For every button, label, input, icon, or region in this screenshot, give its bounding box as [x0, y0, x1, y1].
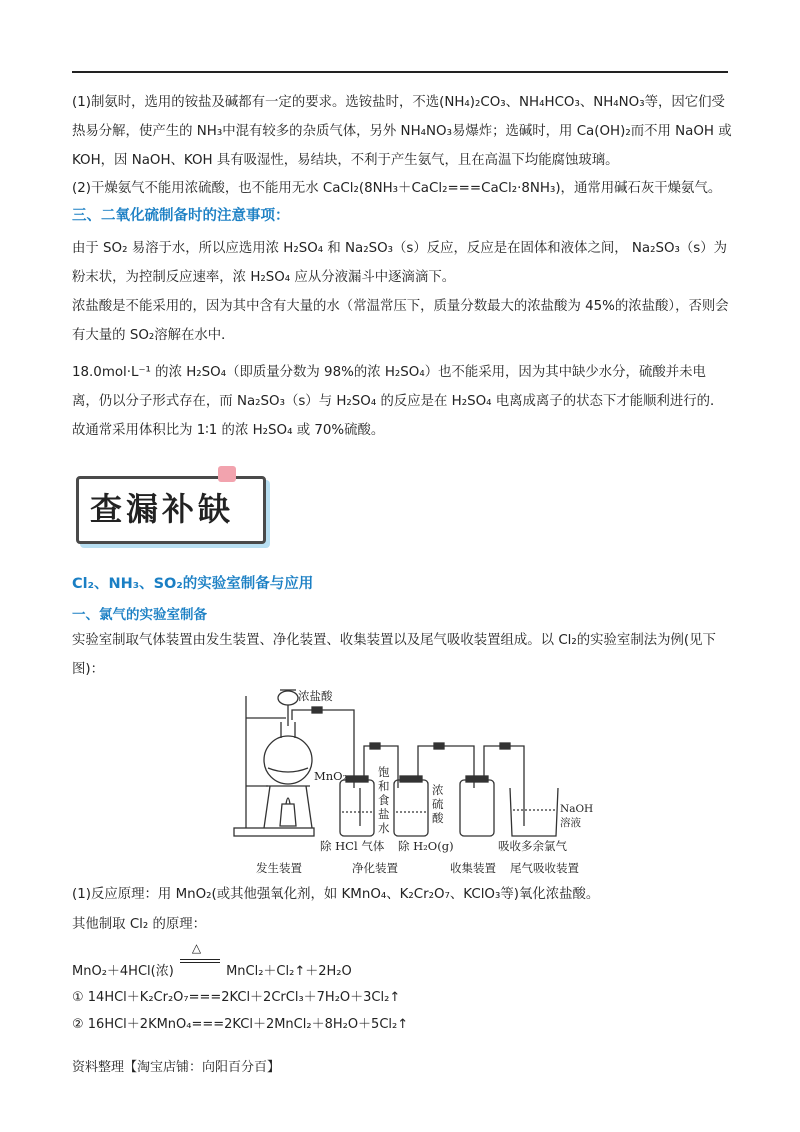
label-brine-1: 饱: [378, 765, 390, 779]
label-brine-5: 水: [378, 821, 390, 835]
label-brine-3: 食: [378, 793, 390, 807]
footer-source: 资料整理【淘宝店铺：向阳百分百】: [72, 1060, 281, 1075]
subsection-heading-chlorine: 一、氯气的实验室制备: [72, 607, 207, 623]
heat-icon: △: [191, 940, 202, 955]
paragraph-reaction-principle: (1)反应原理：用 MnO₂(或其他强氧化剂，如 KMnO₄、K₂Cr₂O₇、KClO₃等)氧化浓盐酸。: [72, 887, 600, 902]
label-acid-2: 硫: [432, 797, 444, 811]
delivery-tube-4: [484, 746, 524, 826]
equation-kmno4: ② 16HCl＋2KMnO₄===2KCl＋2MnCl₂＋8H₂O＋5Cl₂↑: [72, 1017, 409, 1032]
label-acid-3: 酸: [432, 811, 444, 825]
banner-check-gaps: [76, 470, 266, 542]
label-generate: 发生装置: [256, 861, 302, 875]
topic-heading: Cl₂、NH₃、SO₂的实验室制备与应用: [72, 576, 314, 592]
banner-title: 查漏补缺: [90, 490, 235, 528]
label-collect: 收集装置: [450, 861, 496, 875]
label-remove-hcl: 除 HCl 气体: [320, 839, 385, 853]
beaker: [510, 788, 558, 836]
label-tail: 尾气吸收装置: [510, 861, 579, 875]
label-purify: 净化装置: [352, 861, 398, 875]
label-hcl: 浓盐酸: [298, 689, 333, 703]
equation-mno2: [72, 940, 352, 979]
stand-base: [234, 828, 314, 836]
paragraph-so2-reagents: 由于 SO₂ 易溶于水，所以应选用浓 H₂SO₄ 和 Na₂SO₃（s）反应，反应是在固体和液体之间， Na₂SO₃（s）为粉末状，为控制反应速率，浓 H₂SO₄ 应从分液漏斗中逐滴滴下。: [72, 241, 728, 285]
apparatus-drawing: [228, 676, 598, 882]
chlorine-apparatus-diagram: [228, 676, 598, 882]
label-naoh: NaOH: [560, 803, 594, 815]
section-heading-so2: 三、二氧化硫制备时的注意事项：: [72, 208, 290, 224]
paragraph-apparatus-intro: 实验室制取气体装置由发生装置、净化装置、收集装置以及尾气吸收装置组成。以 Cl₂的实验室制法为例(见下图)：: [72, 633, 716, 677]
paragraph-ammonia-drying: (2)干燥氨气不能用浓硫酸，也不能用无水 CaCl₂(8NH₃＋CaCl₂===CaCl₂·8NH₃)，通常用碱石灰干燥氨气。: [72, 181, 722, 196]
alcohol-lamp: [280, 804, 296, 826]
label-mno2: MnO₂: [314, 769, 348, 783]
equation-mno2-right: MnCl₂＋Cl₂↑＋2H₂O: [226, 964, 352, 979]
label-solution: 溶液: [560, 817, 581, 829]
paragraph-ammonia-reagents: (1)制氨时，选用的铵盐及碱都有一定的要求。选铵盐时，不选(NH₄)₂CO₃、NH₄HCO₃、NH₄NO₃等，因它们受热易分解，使产生的 NH₃中混有较多的杂质气体，另外 NH₄NO₃易爆炸；选碱时，用 Ca(OH)₂而不用 NaOH 或 KOH，因 NaOH、KOH 具有吸湿性，易结块，不利于产生氨气，且在高温下均能腐蚀玻璃。: [72, 95, 732, 168]
label-brine-2: 和: [378, 779, 390, 793]
label-acid-1: 浓: [432, 783, 444, 797]
label-brine-4: 盐: [378, 807, 390, 821]
washing-bottle-2: [394, 780, 428, 836]
paragraph-so2-h2so4: 18.0mol·L⁻¹ 的浓 H₂SO₄（即质量分数为 98%的浓 H₂SO₄）也不能采用，因为其中缺少水分，硫酸并未电离，仍以分子形式存在，而 Na₂SO₃（s）与 H₂SO₄ 的反应是在 H₂SO₄ 电离成离子的状态下才能顺利进行的．故通常采用体积比为 1∶1 的浓 H₂SO₄ 或 70%硫酸。: [72, 365, 724, 438]
paragraph-other-methods: 其他制取 Cl₂ 的原理：: [72, 917, 207, 932]
heat-condition: [178, 940, 222, 979]
label-absorb: 吸收多余氯气: [498, 839, 567, 853]
label-remove-h2o: 除 H₂O(g): [398, 839, 454, 853]
collection-bottle: [460, 780, 494, 836]
funnel-bulb: [278, 691, 298, 705]
paper-clip-icon: [218, 466, 236, 482]
equation-mno2-left: MnO₂＋4HCl(浓): [72, 964, 174, 979]
header-rule: [72, 71, 728, 73]
round-flask: [264, 736, 312, 784]
equation-k2cr2o7: ① 14HCl＋K₂Cr₂O₇===2KCl＋2CrCl₃＋7H₂O＋3Cl₂↑: [72, 990, 401, 1005]
paragraph-so2-hcl: 浓盐酸是不能采用的，因为其中含有大量的水（常温常压下，质量分数最大的浓盐酸为 45%的浓盐酸），否则会有大量的 SO₂溶解在水中．: [72, 299, 729, 343]
washing-bottle-1: [340, 780, 374, 836]
